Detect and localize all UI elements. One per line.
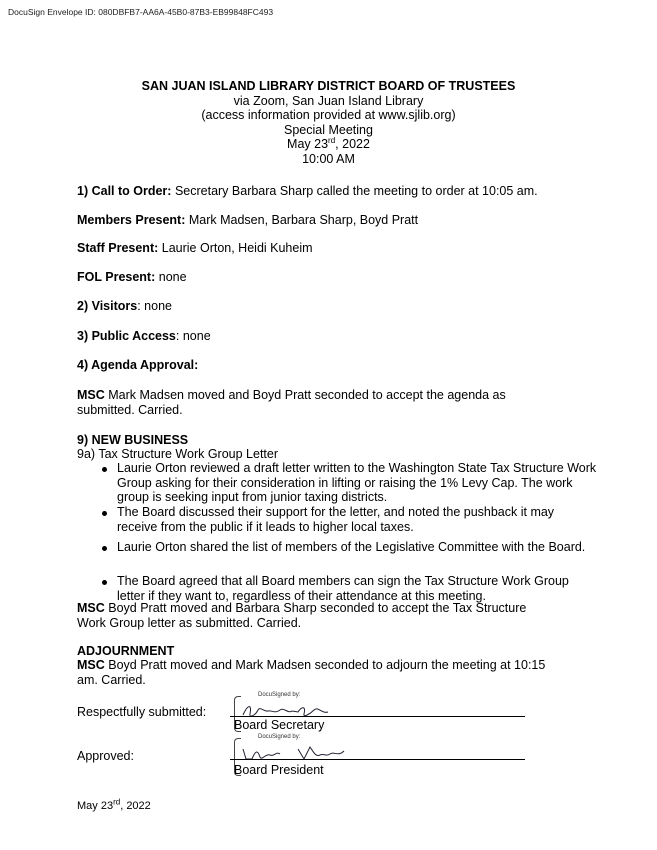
bullet-item: Laurie Orton shared the list of members of the Legislative Committee with the Board. (117, 540, 586, 554)
signature-line (230, 716, 525, 717)
new-business-heading: 9) NEW BUSINESS (77, 433, 189, 447)
bullet-marker (102, 467, 107, 472)
bullet-marker (102, 546, 107, 551)
visitors: 2) Visitors: none (77, 299, 172, 313)
bullet-marker (102, 511, 107, 516)
meeting-time: 10:00 AM (302, 151, 355, 166)
public-access: 3) Public Access: none (77, 329, 211, 343)
call-to-order: 1) Call to Order: Secretary Barbara Sharp called the meeting to order at 10:05 am. (77, 184, 538, 198)
msc-adjourn: MSC Boyd Pratt moved and Mark Madsen seconded to adjourn the meeting at 10:15 am. Carried. (77, 658, 546, 687)
bullet-item: The Board agreed that all Board members can sign the Tax Structure Work Group letter if they want to, regardless of their attendance at this meeting. (117, 574, 569, 603)
approved-label: Approved: (77, 749, 134, 763)
signature-2-scribble (240, 745, 350, 763)
document-header (0, 79, 657, 166)
new-business-subitem: 9a) Tax Structure Work Group Letter (77, 447, 279, 461)
envelope-id: DocuSign Envelope ID: 080DBFB7-AA6A-45B0-87B3-EB99848FC493 (8, 7, 274, 17)
msc-tax-letter: MSC Boyd Pratt moved and Barbara Sharp seconded to accept the Tax Structure Work Group letter as submitted. Carried. (77, 601, 527, 630)
bullet-item: The Board discussed their support for the letter, and noted the pushback it may receive from the public if it leads to higher local taxes. (117, 505, 555, 534)
board-secretary-label: Board Secretary (234, 718, 325, 732)
signature-line (230, 759, 525, 760)
adjournment-heading: ADJOURNMENT (77, 644, 175, 658)
agenda-approval: 4) Agenda Approval: (77, 358, 199, 372)
footer-date: May 23rd, 2022 (77, 797, 151, 812)
fol-present: FOL Present: none (77, 270, 187, 284)
respectfully-submitted-label: Respectfully submitted: (77, 705, 207, 719)
staff-present: Staff Present: Laurie Orton, Heidi Kuheim (77, 241, 313, 255)
msc-agenda: MSC Mark Madsen moved and Boyd Pratt seconded to accept the agenda as submitted. Carried. (77, 388, 506, 417)
meeting-venue: via Zoom, San Juan Island Library (233, 93, 424, 108)
bullet-marker (102, 580, 107, 585)
members-present: Members Present: Mark Madsen, Barbara Sharp, Boyd Pratt (77, 213, 419, 227)
docusigned-by-label: DocuSigned by: (258, 692, 301, 698)
bullet-item: Laurie Orton reviewed a draft letter written to the Washington State Tax Structure Work Group asking for their consideration in lifting or raising the 1% Levy Cap. The work group is seeking input from junior taxing districts. (117, 461, 597, 504)
document-title: SAN JUAN ISLAND LIBRARY DISTRICT BOARD OF TRUSTEES (141, 79, 516, 93)
board-president-label: Board President (234, 763, 324, 777)
meeting-type: Special Meeting (284, 122, 373, 137)
docusigned-by-label: DocuSigned by: (258, 734, 301, 740)
access-info: (access information provided at www.sjlib.org) (201, 108, 456, 122)
meeting-date: May 23rd, 2022 (287, 135, 370, 151)
